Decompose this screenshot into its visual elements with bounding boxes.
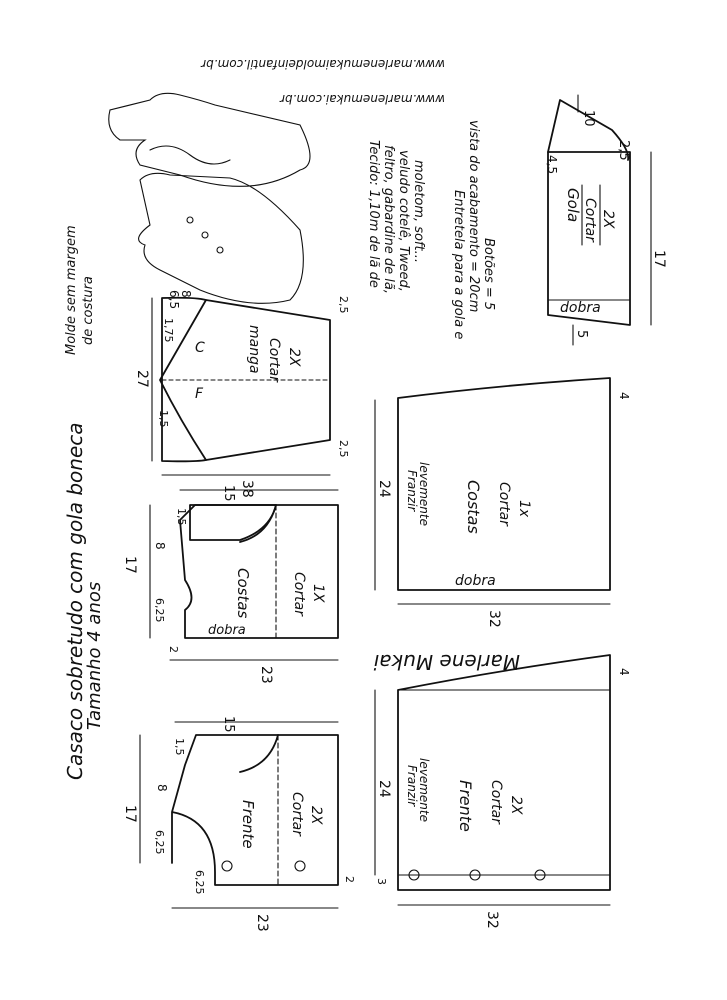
collar-dim-bottom: 5 [574,330,589,339]
sleeve-label-f: F [195,386,204,402]
back-bodice-dim-lower: 6,25 [153,598,166,623]
sleeve-dim-lower: 1,5 [157,410,170,428]
sleeve-dim-hem-top: 2,5 [337,296,350,314]
page-subtitle: Tamanho 4 anos [84,581,105,730]
sleeve-label-c: C [195,340,205,356]
sleeve-dim-top-a: 8 [179,290,193,298]
collar-cut: Cortar [582,198,598,242]
sleeve-name: manga [246,325,262,374]
back-bodice-name: Costas [234,568,252,619]
sleeve-dim-height: 27 [134,370,150,388]
signature: Marlene Mukai [373,650,520,674]
front-bodice-dim-bottom: 2 [343,876,356,883]
materials-line-4: moletom, soft... [411,160,426,264]
collar-dim-top: 10 [581,110,596,127]
front-bodice-dim-neck-a: 1,5 [173,738,186,756]
front-bodice-name: Frente [239,800,257,849]
front-bodice-dim-top: 15 [221,716,236,733]
back-skirt-dim-hem: 4 [617,392,631,400]
back-bodice-dim-top: 15 [221,485,236,502]
collar-dim-corner: 2,5 [616,140,631,161]
back-skirt-name: Costas [464,480,483,534]
materials-line-7: Botões = 5 [481,238,496,311]
materials-line-3: veludo cotelê, Tweed, [396,150,411,292]
front-skirt-gather-a: Franzir [405,765,419,807]
materials-line-2: feltro, gabardine de lã, [381,145,396,294]
note-line-2: de costura [81,276,96,345]
front-skirt-qty: 2X [508,796,524,815]
back-skirt-cut: Cortar [496,482,512,526]
sleeve-cut: Cortar [266,338,282,382]
front-skirt-dim-height: 24 [376,780,392,798]
note-line-1: Molde sem margem [64,225,79,355]
back-bodice-dim-bottom: 2 [167,646,180,653]
back-bodice-dim-side: 17 [122,556,138,574]
front-bodice-dim-width: 23 [254,914,270,932]
collar-qty: 2X [600,210,616,229]
sleeve-dim-width: 38 [239,480,255,498]
materials-line-6: vista do acabamento = 20cm [466,120,481,313]
collar-dim-side: 4,5 [545,155,559,175]
front-skirt-cut: Cortar [488,780,504,824]
back-bodice-qty: 1X [310,584,326,603]
back-skirt-qty: 1x [516,500,532,518]
back-bodice-dim-neck-a: 1,5 [175,508,188,526]
front-skirt-dim-hem: 4 [617,668,631,676]
sleeve-dim-top-b: 6,5 [167,290,181,310]
back-bodice-dim-width: 23 [258,666,274,684]
page-title: Casaco sobretudo com gola boneca [63,422,87,780]
front-bodice-dim-lower: 6,25 [153,830,166,855]
front-skirt-name: Frente [456,780,475,832]
front-skirt-dim-edge: 3 [375,878,388,885]
back-bodice-cut: Cortar [291,572,307,616]
front-skirt-gather-b: levemente [417,758,431,822]
front-bodice-dim-lower-b: 6,25 [193,870,206,895]
sleeve-qty: 2X [286,348,302,367]
back-skirt-gather-a: Franzir [405,470,419,512]
back-skirt-fold: dobra [455,573,496,589]
sleeve-dim-hem-bottom: 2,5 [337,440,350,458]
front-bodice-dim-side: 17 [122,805,138,823]
front-bodice-qty: 2X [308,806,324,825]
materials-line-1: Tecido: 1,10m de lã de [366,140,381,288]
materials-line-5: Entretela para a gola e [451,190,466,340]
collar-name: Gola [564,188,582,223]
front-skirt-dim-width: 32 [484,911,500,929]
front-bodice-cut: Cortar [289,792,305,836]
back-skirt-dim-height: 24 [376,480,392,498]
collar-dim-length: 17 [651,250,667,268]
collar-fold: dobra [560,300,601,316]
back-skirt-gather-b: levemente [417,462,431,526]
website-line-1: www.marlenemukaimoldeinfantil.com.br [201,57,445,71]
sleeve-dim-cap: 1,75 [162,318,175,343]
front-bodice-dim-neck-b: 8 [155,784,169,792]
website-line-2: www.marlenemukai.com.br [280,92,445,106]
back-bodice-fold: dobra [208,623,246,638]
back-skirt-dim-width: 32 [486,610,502,628]
back-bodice-dim-neck-b: 8 [153,542,167,550]
